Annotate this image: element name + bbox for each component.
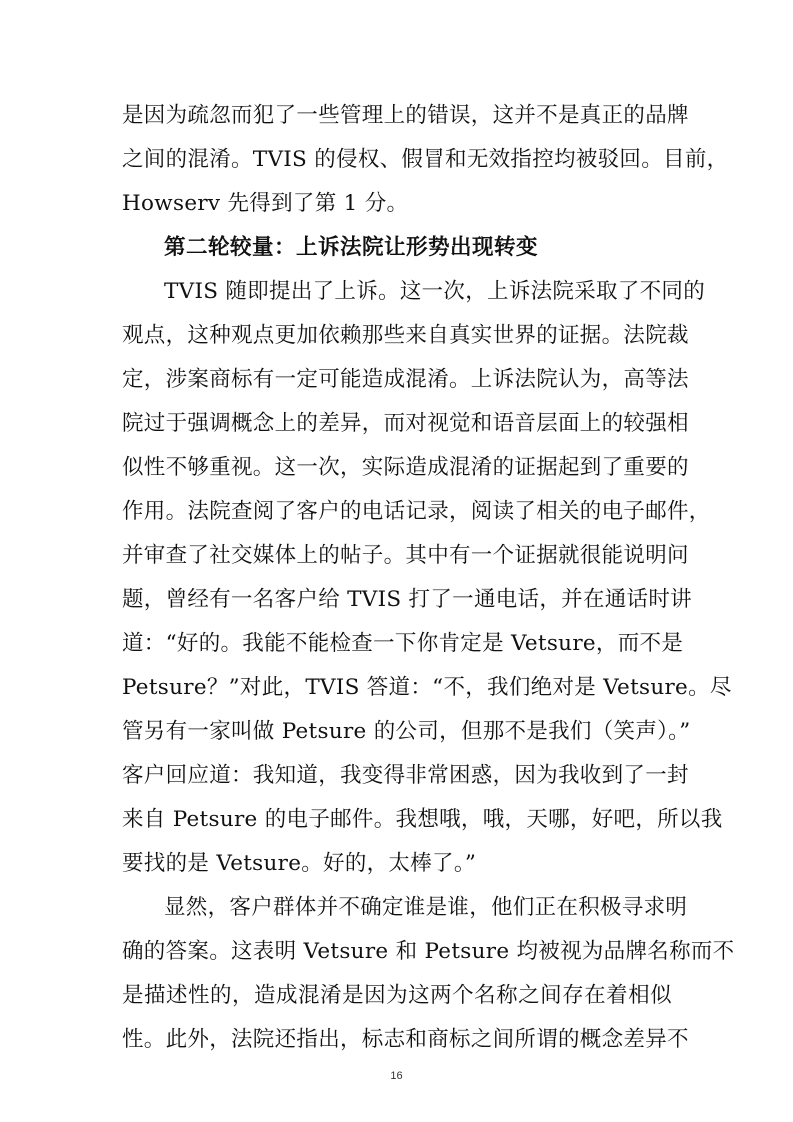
paragraph-line: 确的答案。这表明 Vetsure 和 Petsure 均被视为品牌名称而不: [122, 939, 735, 964]
paragraph-line: 题，曾经有一名客户给 TVIS 打了一通电话，并在通话时讲: [122, 587, 692, 612]
paragraph-line: 来自 Petsure 的电子邮件。我想哦，哦，天哪，好吧，所以我: [122, 807, 723, 832]
section-heading: 第二轮较量：上诉法院让形势出现转变: [164, 235, 539, 260]
paragraph-line: 管另有一家叫做 Petsure 的公司，但那不是我们（笑声）。”: [122, 719, 691, 744]
paragraph-line: 道：“好的。我能不能检查一下你肯定是 Vetsure，而不是: [122, 631, 684, 656]
paragraph-line: 定，涉案商标有一定可能造成混淆。上诉法院认为，高等法: [122, 367, 689, 392]
paragraph-line: 观点，这种观点更加依赖那些来自真实世界的证据。法院裁: [122, 323, 689, 348]
paragraph-line: 作用。法院查阅了客户的电话记录，阅读了相关的电子邮件，: [122, 499, 711, 524]
paragraph-line: Petsure？”对此，TVIS 答道：“不，我们绝对是 Vetsure。尽: [122, 675, 732, 700]
paragraph-line: TVIS 随即提出了上诉。这一次，上诉法院采取了不同的: [164, 279, 706, 304]
paragraph-line: Howserv 先得到了第 1 分。: [122, 191, 409, 216]
paragraph-line: 之间的混淆。TVIS 的侵权、假冒和无效指控均被驳回。目前，: [122, 147, 729, 172]
paragraph-line: 院过于强调概念上的差异，而对视觉和语音层面上的较强相: [122, 411, 689, 436]
paragraph-line: 是描述性的，造成混淆是因为这两个名称之间存在着相似: [122, 983, 672, 1008]
paragraph-line: 性。此外，法院还指出，标志和商标之间所谓的概念差异不: [122, 1027, 689, 1052]
paragraph-line: 要找的是 Vetsure。好的，太棒了。”: [122, 851, 477, 876]
paragraph-line: 显然，客户群体并不确定谁是谁，他们正在积极寻求明: [164, 895, 688, 920]
page-number: 16: [390, 1070, 403, 1082]
paragraph-line: 客户回应道：我知道，我变得非常困惑，因为我收到了一封: [122, 763, 689, 788]
paragraph-line: 似性不够重视。这一次，实际造成混淆的证据起到了重要的: [122, 455, 689, 480]
paragraph-line: 并审查了社交媒体上的帖子。其中有一个证据就很能说明问: [122, 543, 689, 568]
paragraph-line: 是因为疏忽而犯了一些管理上的错误，这并不是真正的品牌: [122, 103, 689, 128]
